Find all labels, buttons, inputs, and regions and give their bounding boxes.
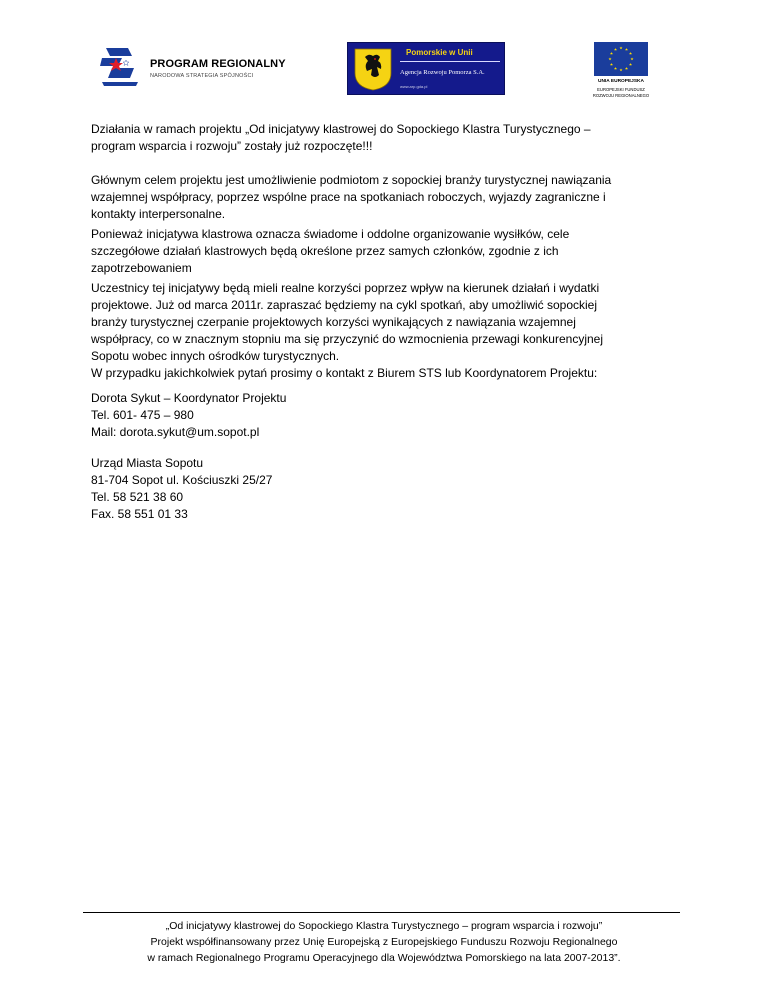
footer-line-3: w ramach Regionalnego Programu Operacyjnego dla Województwa Pomorskiego na lata 2007-2013”. [147, 952, 621, 964]
contact-mail: Mail: dorota.sykut@um.sopot.pl [91, 425, 260, 439]
program-regionalny-mark-icon [98, 44, 142, 88]
footer [0, 918, 768, 966]
paragraph-participants [91, 280, 603, 382]
paragraph-line: wzajemnej współpracy, poprzez wspólne prace na spotkaniach roboczych, wyjazdy zagraniczne i [91, 190, 606, 204]
pomorskie-w-unii-logo [347, 42, 505, 95]
eu-logo [584, 42, 656, 102]
program-regionalny-title: PROGRAM REGIONALNY [150, 58, 286, 70]
paragraph-line: Sopotu wobec innych ośrodków turystycznych. [91, 349, 340, 363]
paragraph-goal [91, 172, 611, 223]
intro-paragraph [91, 121, 591, 155]
pomorskie-divider [400, 61, 500, 62]
eu-line-2: EUROPEJSKI FUNDUSZ [597, 87, 645, 92]
office-fax: Fax. 58 551 01 33 [91, 507, 188, 521]
paragraph-line: zapotrzebowaniem [91, 261, 192, 275]
office-block [91, 455, 272, 523]
griffin-crest-icon [353, 47, 393, 91]
paragraph-cluster [91, 226, 569, 277]
paragraph-line: projektowe. Już od marca 2011r. zapraszać będziemy na cykl spotkań, aby umożliwić sopockiej [91, 298, 598, 312]
paragraph-line: współpracy, co w znacznym stopniu ma się przyczynić do wzmocnienia przewagi konkurencyjnej [91, 332, 603, 346]
contact-phone: Tel. 601- 475 – 980 [91, 408, 194, 422]
office-name: Urząd Miasta Sopotu [91, 456, 204, 470]
intro-line: Działania w ramach projektu „Od inicjatywy klastrowej do Sopockiego Klastra Turystycznego – [91, 122, 591, 136]
program-regionalny-logo [98, 44, 286, 88]
office-address: 81-704 Sopot ul. Kościuszki 25/27 [91, 473, 273, 487]
paragraph-line: W przypadku jakichkolwiek pytań prosimy o kontakt z Biurem STS lub Koordynatorem Projektu: [91, 366, 598, 380]
contact-block [91, 390, 286, 441]
pomorskie-url: www.arp.gda.pl [400, 84, 428, 89]
paragraph-line: Ponieważ inicjatywa klastrowa oznacza świadome i oddolne organizowanie wysiłków, cele [91, 227, 570, 241]
pomorskie-subtitle: Agencja Rozwoju Pomorza S.A. [400, 69, 485, 76]
contact-name: Dorota Sykut – Koordynator Projektu [91, 391, 287, 405]
paragraph-line: szczegółowe działań klastrowych będą określone przez samych członków, zgodnie z ich [91, 244, 559, 258]
paragraph-line: branży turystycznej czerpanie projektowych korzyści wynikających z nawiązania wzajemnej [91, 315, 576, 329]
eu-line-3: ROZWOJU REGIONALNEGO [592, 93, 650, 98]
footer-line-2: Projekt współfinansowany przez Unię Europejską z Europejskiego Funduszu Rozwoju Regionalnego [150, 936, 618, 948]
office-phone: Tel. 58 521 38 60 [91, 490, 184, 504]
paragraph-line: Głównym celem projektu jest umożliwienie podmiotom z sopockiej branży turystycznej nawiązania [91, 173, 612, 187]
footer-line-1: „Od inicjatywy klastrowej do Sopockiego Klastra Turystycznego – program wsparcia i rozwoju” [165, 920, 603, 932]
pomorskie-title: Pomorskie w Unii [406, 48, 473, 57]
program-regionalny-subtitle: NARODOWA STRATEGIA SPÓJNOŚCI [150, 73, 254, 79]
intro-line: program wsparcia i rozwoju” zostały już rozpoczęte!!! [91, 139, 373, 153]
eu-flag-icon [594, 42, 648, 76]
footer-divider [83, 912, 680, 913]
paragraph-line: kontakty interpersonalne. [91, 207, 226, 221]
eu-line-1: UNIA EUROPEJSKA [598, 79, 644, 84]
paragraph-line: Uczestnicy tej inicjatywy będą mieli realne korzyści poprzez wpływ na kierunek działań i wydatki [91, 281, 600, 295]
